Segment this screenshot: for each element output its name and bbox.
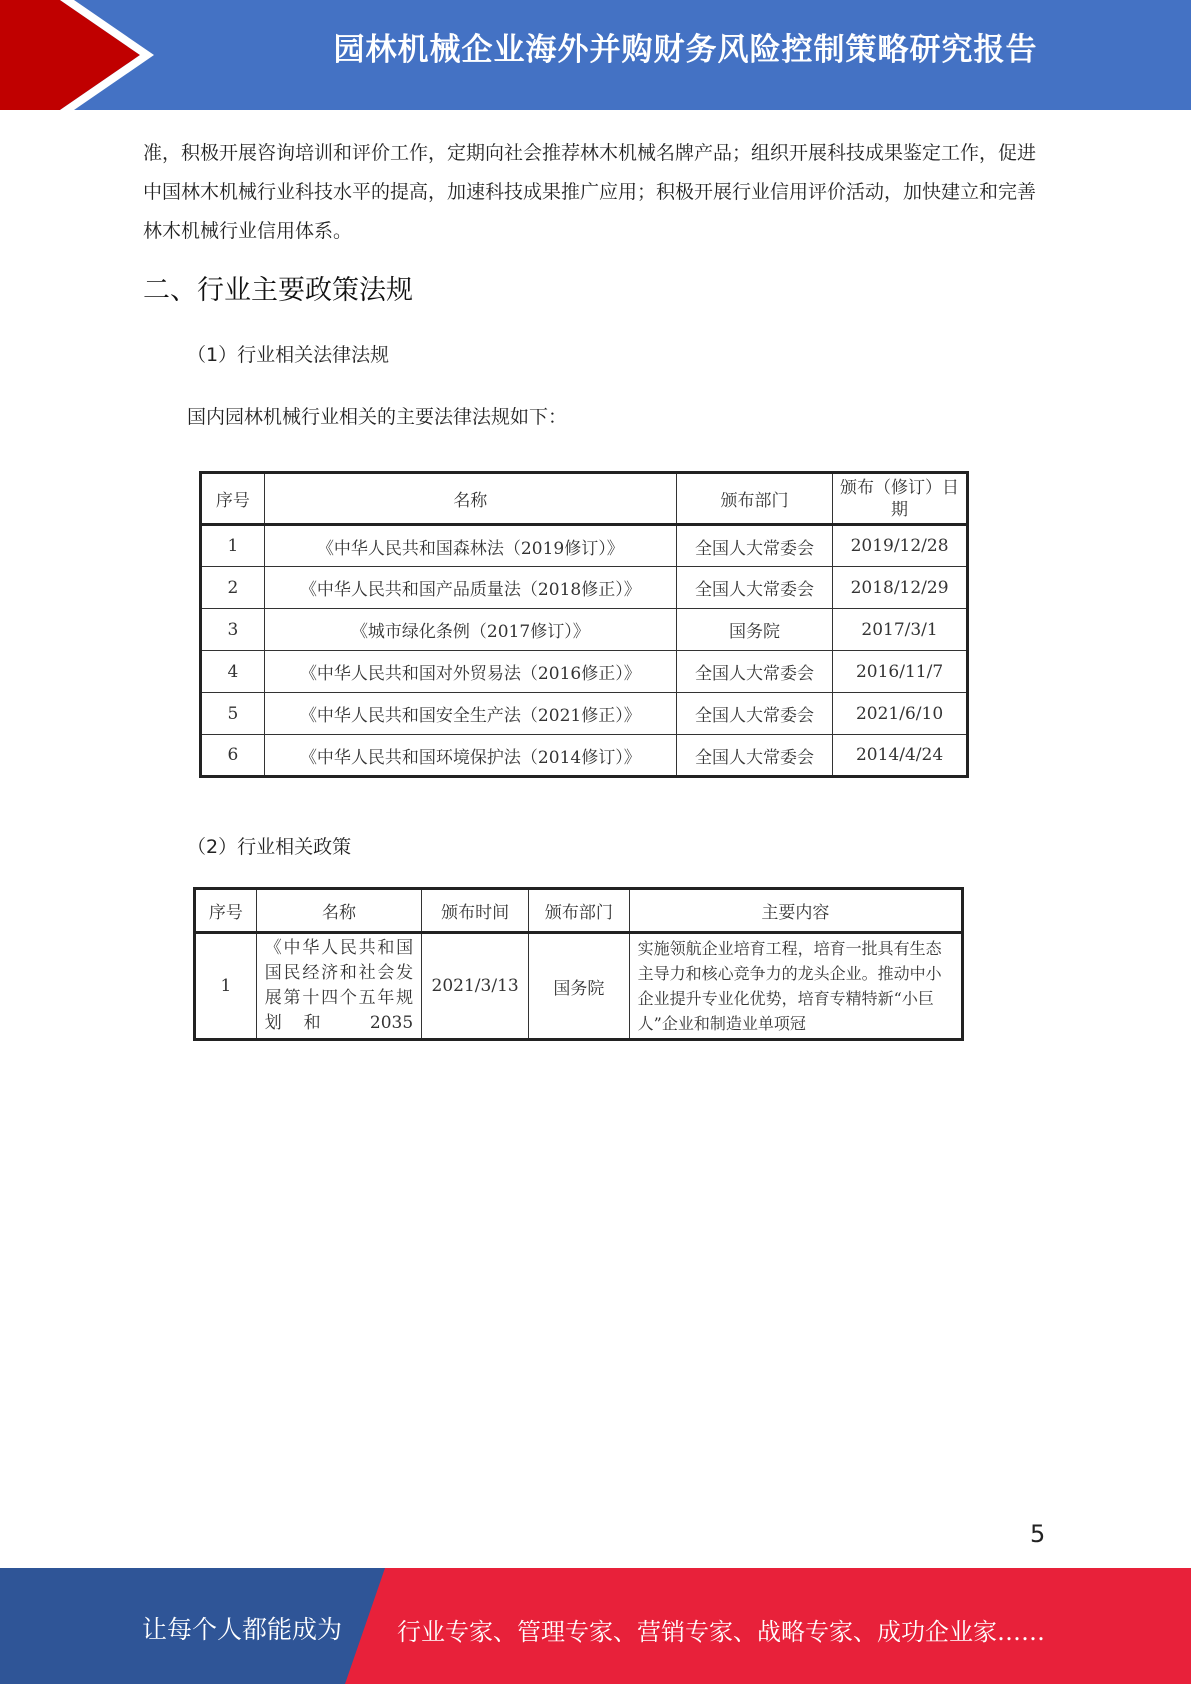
subheading-laws: （1）行业相关法律法规 <box>187 344 390 366</box>
subheading-policy: （2）行业相关政策 <box>187 836 352 858</box>
cell-dept: 全国人大常委会 <box>676 693 832 735</box>
laws-intro-text: 国内园林机械行业相关的主要法律法规如下： <box>187 406 568 428</box>
footer-slogan-left: 让每个人都能成为 <box>142 1615 343 1644</box>
table-row <box>201 525 968 567</box>
cell-dept: 国务院 <box>676 609 832 651</box>
cell-name: 《城市绿化条例（2017修订）》 <box>264 609 676 651</box>
table-row <box>201 609 968 651</box>
table-row <box>201 651 968 693</box>
policy-col-no: 序号 <box>195 889 257 933</box>
header-chevron-decoration <box>0 0 160 110</box>
cell-name: 《中华人民共和国对外贸易法（2016修正）》 <box>264 651 676 693</box>
cell-date: 2021/6/10 <box>833 693 968 735</box>
laws-col-no: 序号 <box>201 473 265 525</box>
cell-date: 2018/12/29 <box>833 567 968 609</box>
laws-table-header-row <box>201 473 968 525</box>
laws-col-name: 名称 <box>264 473 676 525</box>
table-row <box>195 933 963 1040</box>
policy-table-header-row <box>195 889 963 933</box>
policy-col-dept: 颁布部门 <box>529 889 630 933</box>
policy-col-content: 主要内容 <box>629 889 962 933</box>
cell-dept: 全国人大常委会 <box>676 735 832 777</box>
cell-date: 2016/11/7 <box>833 651 968 693</box>
policy-col-name: 名称 <box>256 889 421 933</box>
cell-no: 5 <box>201 693 265 735</box>
policy-col-date: 颁布时间 <box>422 889 529 933</box>
cell-date: 2021/3/13 <box>422 933 529 1040</box>
laws-table <box>199 471 969 778</box>
cell-content: 实施领航企业培育工程，培育一批具有生态主导力和核心竞争力的龙头企业。推动中小企业提升专业化优势，培育专精特新“小巨人”企业和制造业单项冠 <box>629 933 962 1040</box>
cell-date: 2014/4/24 <box>833 735 968 777</box>
cell-dept: 全国人大常委会 <box>676 651 832 693</box>
cell-dept: 国务院 <box>529 933 630 1040</box>
cell-no: 6 <box>201 735 265 777</box>
cell-no: 4 <box>201 651 265 693</box>
cell-no: 1 <box>195 933 257 1040</box>
table-row <box>201 567 968 609</box>
cell-date: 2017/3/1 <box>833 609 968 651</box>
laws-col-date: 颁布（修订）日期 <box>833 473 968 525</box>
policy-table <box>193 887 964 1041</box>
cell-name: 《中华人民共和国环境保护法（2014修订）》 <box>264 735 676 777</box>
intro-paragraph: 准，积极开展咨询培训和评价工作，定期向社会推荐林木机械名牌产品；组织开展科技成果鉴定工作，促进中国林木机械行业科技水平的提高，加速科技成果推广应用；积极开展行业信用评价活动，加快建立和完善林木机械行业信用体系。 <box>143 142 1037 242</box>
section-heading: 二、行业主要政策法规 <box>143 275 413 306</box>
cell-date: 2019/12/28 <box>833 525 968 567</box>
cell-name: 《中华人民共和国安全生产法（2021修正）》 <box>264 693 676 735</box>
cell-name: 《中华人民共和国森林法（2019修订）》 <box>264 525 676 567</box>
report-title: 园林机械企业海外并购财务风险控制策略研究报告 <box>333 32 1038 68</box>
header-band <box>0 0 1191 110</box>
cell-no: 1 <box>201 525 265 567</box>
page-number: 5 <box>1030 1520 1046 1548</box>
cell-name: 《中华人民共和国国民经济和社会发展第十四个五年规划和 2035 <box>256 933 421 1040</box>
footer-slogan-right: 行业专家、管理专家、营销专家、战略专家、成功企业家…… <box>397 1618 1045 1646</box>
table-row <box>201 735 968 777</box>
cell-dept: 全国人大常委会 <box>676 567 832 609</box>
cell-no: 3 <box>201 609 265 651</box>
laws-col-dept: 颁布部门 <box>676 473 832 525</box>
table-row <box>201 693 968 735</box>
cell-name: 《中华人民共和国产品质量法（2018修正）》 <box>264 567 676 609</box>
cell-dept: 全国人大常委会 <box>676 525 832 567</box>
cell-no: 2 <box>201 567 265 609</box>
